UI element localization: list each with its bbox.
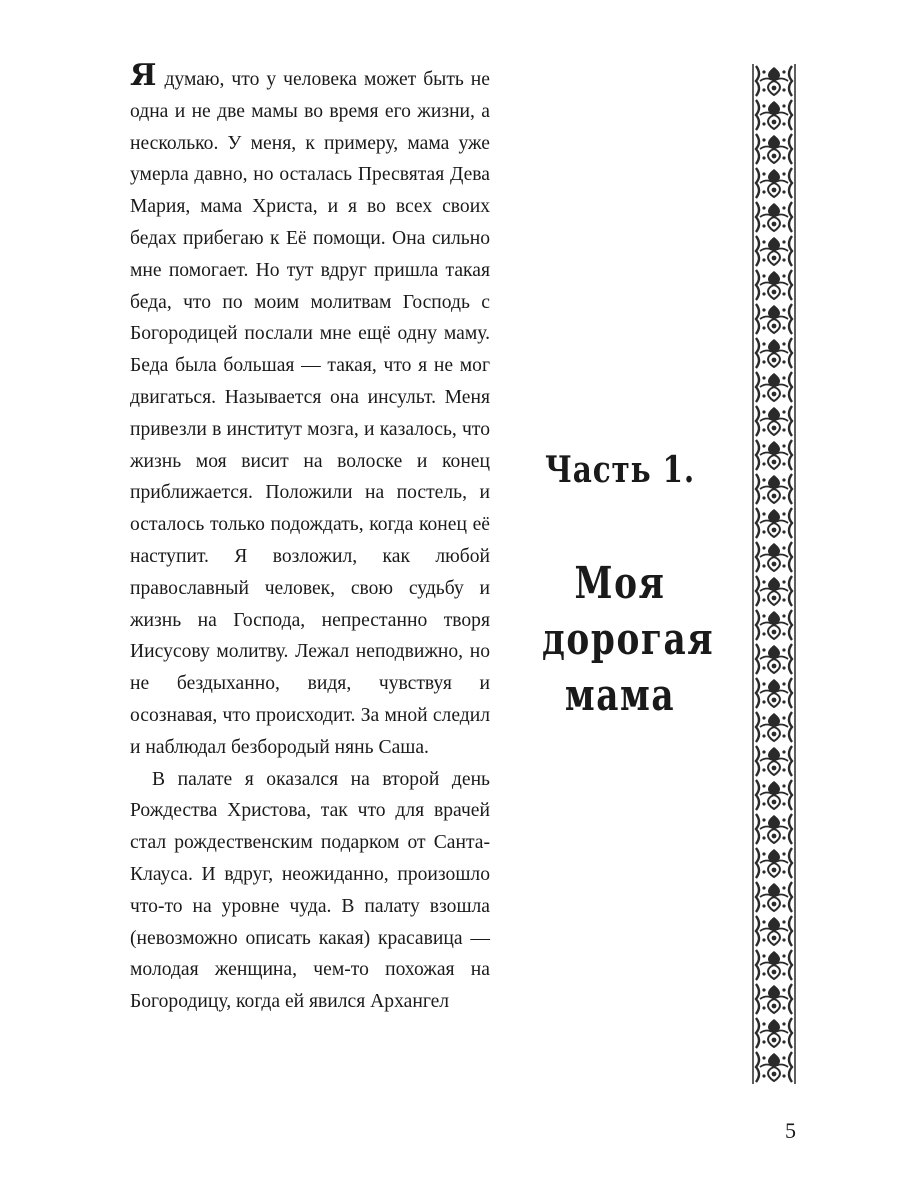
chapter-title-line-2: дорогая [542, 614, 715, 665]
paragraph-1-text: думаю, что у человека может быть не одна и не две мамы во время его жизни, а несколько. У меня, к примеру, мама уже умерла давно, но осталась Пресвятая Дева Мария, мама Христа, и я во всех своих бедах прибегаю к Её помощи. Она сильно мне помогает. Но тут вдруг пришла такая беда, что по моим молитвам Господь с Богородицей послали мне ещё одну маму. Беда была большая — такая, что я не мог двигаться. Называется она инсульт. Меня привезли в институт мозга, и казалось, что жизнь моя висит на волоске и конец приближается. Положили на постель, и осталось только подождать, когда конец её наступит. Я возложил, как любой православный человек, свою судьбу и жизнь на Господа, непрестанно творя Иисусову молитву. Лежал неподвижно, но не бездыханно, видя, чувствуя и осознавая, что происходит. За мной следил и наблюдал безбородый нянь Саша. [130, 69, 490, 758]
page-number: 5 [785, 1118, 796, 1143]
chapter-title-line-1: Моя [574, 558, 666, 609]
drop-cap: Я [130, 58, 156, 93]
chapter-title [542, 556, 715, 724]
part-label: Часть 1. [544, 449, 696, 491]
chapter-title-line-3: мама [564, 670, 676, 721]
vertical-floral-border-ornament-icon [752, 64, 796, 1084]
paragraph-2: В палате я оказался на второй день Рождества Христова, так что для врачей стал рождественским подарком от Санта-Клауса. И вдруг, неожиданно, произошло что-то на уровне чуда. В палату взошла (невозможно описать какая) красавица — молодая женщина, чем-то похожая на Богородицу, когда ей явился Архангел [130, 768, 490, 1013]
paragraph-1 [130, 58, 490, 764]
body-text-column [130, 58, 490, 1018]
